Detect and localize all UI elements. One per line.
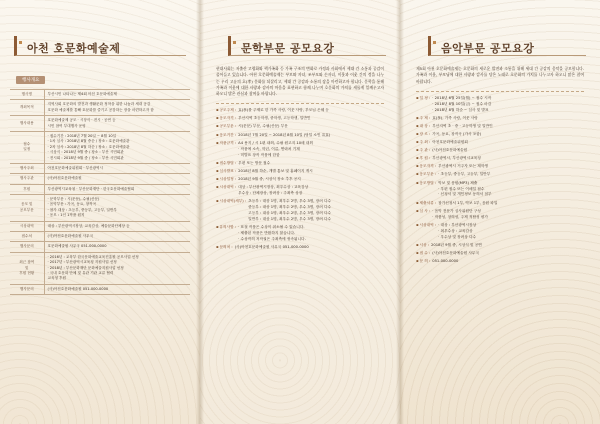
row-label: 행사주관 (10, 174, 44, 184)
item-value (238, 225, 384, 243)
item-label: 시상일정 : (219, 176, 237, 181)
item-value (432, 156, 584, 162)
item-label: 주 최 : (419, 140, 431, 145)
panel-overview (0, 0, 200, 424)
row-label: 행사문의 (10, 242, 44, 252)
list-item (416, 140, 584, 146)
item-value-line: · 제출된 작품은 반환하지 않습니다. (238, 230, 296, 235)
table-row (10, 184, 190, 194)
list-item (216, 177, 384, 183)
intro-paragraph: 현대사회는 저출산 고령화와 핵가족화 등 가족 구조의 변화로 가정과 사회에서 세대 간 소통과 공감이 줄어들고 있습니다. 아천 호문화예술제는 부모와 자녀, 조부모와 손자녀, 이웃과 이웃 간의 정을 나누는 우리 고유의 호(孝) 문화를 되살리고, 세대 간 공감과 소통의 장을 마련하고자 합니다. 문학을 통해 가족과 이웃에 대한 사랑과 감사의 마음을 표현하고 함께 나누며 호문화의 가치를 새롭게 일깨우고자 하오니 많은 관심과 참여를 바랍니다. (216, 66, 384, 96)
row-value-line: (사)아천호문화예술원 (47, 176, 82, 181)
bullet-icon: ▪ (216, 244, 219, 249)
item-value-line: 우편 또는 방문 접수 (238, 160, 271, 165)
item-value (438, 201, 584, 207)
item-value-line: (사)아천호문화예술원 사무국 051-000-0000 (234, 244, 309, 249)
table-row (10, 252, 190, 284)
item-value-line: · 2018년 8월 하순 ~ 심사 및 발표 (432, 107, 489, 112)
item-value (432, 259, 584, 265)
bullet-icon: ▪ (416, 172, 419, 177)
list-item (416, 223, 584, 241)
list-item (216, 124, 384, 130)
list-item (416, 124, 584, 130)
row-value (44, 184, 190, 194)
item-value-line: 참가신청서 1부, 악보 1부, 음원 파일 (438, 200, 498, 205)
item-value-line: 효(孝), 가족 사랑, 이웃 사랑 (432, 115, 478, 120)
table-row (10, 174, 190, 184)
item-label: 제출서류 : (419, 200, 437, 205)
bullet-icon: ▪ (416, 115, 419, 120)
row-value-line: 대상 : 부산광역시장상, 교육감상, 예술문화단체상 등 (47, 223, 130, 228)
fold-line (196, 0, 204, 424)
item-label: 시상 : (419, 242, 430, 247)
item-value-line: (사)아천호문화예술원 사무국 (432, 250, 480, 255)
item-value-line: · 최우수상 : 교육감상 (438, 228, 473, 233)
row-label: 시상내역 (10, 221, 44, 231)
bullet-icon: ▪ (416, 131, 419, 136)
section-tag: 행사개요 (16, 76, 45, 84)
bullet-icon: ▪ (216, 132, 219, 137)
list-item (216, 141, 384, 159)
item-value (438, 172, 584, 178)
row-label: 행사문의 (10, 284, 44, 294)
table-row (10, 221, 190, 231)
item-value (238, 169, 384, 175)
panel-title: 음악부문 공모요강 (428, 36, 586, 56)
table-row (10, 131, 190, 163)
item-label: 시상내역 : (219, 184, 237, 189)
item-value-line: · 수상작의 저작권은 주최측에 귀속됩니다. (238, 236, 306, 241)
item-value-line: 일반부 : 대상 1명, 최우수 2명, 우수 3명, 장려 다수 (248, 216, 332, 221)
item-label: 문 의 : (419, 258, 431, 263)
row-label: 접수 일정 (10, 131, 44, 163)
item-value-line: 2018년 7월 20일 ~ 2018년 8월 10일 (당일 소인 유효) (238, 132, 331, 137)
item-value-line: · 작품성, 창의성, 주제 적합성 평가 (432, 214, 488, 219)
item-value (238, 116, 384, 122)
item-label: 응모기간 : (219, 132, 237, 137)
item-value-line: 우수상 : 단체장상, 장려상 : 주최측 상장 (238, 190, 303, 195)
bullet-icon: ▪ (216, 199, 219, 203)
row-label: 행사내용 (10, 116, 44, 132)
row-value-line: 시민 참여 부대행사 운영 (47, 123, 86, 128)
row-value-line: · 음악부문 : 가곡, 동요, 창작곡 (47, 202, 97, 207)
row-value-line: · 1차 심사 : 2018년 8월 중순 / 장소 : 호문화예술관 (47, 139, 130, 144)
item-value (238, 185, 384, 197)
item-label: 유의사항 : (219, 224, 237, 229)
item-label: 응모방법 : (419, 180, 437, 185)
item-label: 문의처 : (219, 244, 233, 249)
table-row (10, 284, 190, 294)
item-value (432, 251, 584, 257)
bullet-icon: ▪ (416, 242, 419, 247)
bullet-icon: ▪ (216, 176, 219, 181)
table-row (10, 100, 190, 116)
row-value-line: · 국내 호문화 단체 및 유관 기관 교류 협력 (47, 270, 114, 275)
row-value (44, 242, 190, 252)
item-value-line: 아천호문화예술위원회 (432, 140, 468, 145)
guideline-list (410, 96, 590, 265)
item-value (438, 164, 584, 170)
divider (416, 91, 584, 92)
row-value-line: 부산시민 나타나는 제4회 아천 호문화예술제 (47, 92, 117, 96)
panel-literature (200, 0, 400, 424)
item-value (235, 245, 384, 251)
item-label: 심사발표 : (219, 168, 237, 173)
row-value-line: 호문화 예술제를 통해 호문화를 즐기고 공감하는 장을 마련하고자 함 (47, 107, 154, 112)
row-label: 후원 (10, 184, 44, 194)
list-item (216, 199, 384, 223)
item-value-line: · 미발표 창작 작품에 한함 (238, 152, 280, 157)
item-label: 주 제 : (419, 115, 431, 120)
table-row (10, 232, 190, 242)
list-item (416, 201, 584, 207)
item-value (238, 124, 384, 130)
row-value-line: 아천호문화예술위원회 · 부산광역시 (47, 165, 103, 170)
list-item (416, 116, 584, 122)
list-item (216, 108, 384, 114)
item-label: 공모부문 : (219, 124, 237, 129)
panel-title: 아천 호문화예술제 (14, 36, 186, 56)
list-item (216, 161, 384, 167)
item-value-line: 초등부 : 대상 1명, 최우수 2명, 우수 3명, 장려 다수 (248, 199, 332, 203)
panel-music (400, 0, 600, 424)
item-value (438, 223, 584, 241)
list-item (216, 225, 384, 243)
row-value (44, 100, 190, 116)
bullet-icon: ▪ (216, 168, 219, 173)
row-value-line: 호문화예술원 사무국 051-000-0000 (47, 244, 107, 249)
row-value (44, 116, 190, 132)
item-value-line: 2018년 9월 중, 시상식 및 공연 (431, 242, 482, 247)
item-value-line: · 작품에 소속, 학년, 이름, 연락처 기재 (238, 146, 300, 151)
list-item (416, 164, 584, 170)
item-value (438, 181, 584, 199)
item-label: 응모부문 : (419, 172, 437, 177)
list-item (416, 156, 584, 162)
bullet-icon: ▪ (416, 180, 419, 185)
table-row (10, 116, 190, 132)
row-label: 응모 및 공모부문 (10, 195, 44, 222)
item-value-line: · 우수상 및 장려상 다수 (438, 234, 477, 239)
item-label: 후 원 : (419, 156, 431, 161)
item-label: 대 상 : (419, 123, 431, 128)
item-value-line: 부산지역 초등학생, 중학생, 고등학생, 일반인 (238, 116, 311, 121)
list-item (216, 169, 384, 175)
item-label: 응모자격 : (419, 164, 437, 169)
bullet-icon: ▪ (416, 200, 419, 205)
row-value-line: · 응모 : 1인 1작품 원칙 (47, 213, 85, 218)
bullet-icon: ▪ (216, 184, 219, 189)
row-value-line: · 2016년 : 교육부 한국문화예술교육진흥원 공모사업 선정 (47, 254, 139, 259)
table-row (10, 242, 190, 252)
item-label: 시상내역 : (419, 222, 437, 227)
item-value-line: 가곡, 동요, 창작곡 (가사 포함) (432, 131, 482, 136)
row-value-line: · 2017년 : 부산광역시교육청 지원사업 선정 (47, 260, 117, 265)
item-value-line: 대상 : 부산광역시장상, 최우수상 : 교육감상 (238, 184, 309, 189)
bullet-icon: ▪ (416, 222, 419, 227)
row-value-line: · 전시회 : 2018년 9월 중 / 장소 : 부산 시민회관 (47, 155, 124, 160)
item-value (238, 133, 384, 139)
row-value-line: 부산광역시교육청 · 부산문화재단 · 한국호문화예술협회 (47, 186, 135, 191)
row-label: 최근 참여 및 후원 현황 (10, 252, 44, 284)
panel-title: 문학부문 공모요강 (228, 36, 386, 56)
item-value (238, 141, 384, 159)
row-value-line: (사)아천호문화예술원 사무국 (47, 234, 94, 239)
bullet-icon: ▪ (216, 224, 219, 229)
bullet-icon: ▪ (416, 258, 419, 263)
row-value-line: · 문학부문 : 시(운문), 수필(산문) (47, 197, 100, 202)
list-item (416, 259, 584, 265)
item-value-line: · 2018년 8월 10일(금) ~ 접수 마감 (432, 101, 492, 106)
row-value-line: · 2차 심사 : 2018년 8월 하순 / 장소 : 호문화예술관 (47, 144, 130, 149)
item-value-line: 부산광역시 거주자 또는 재학생 (438, 164, 488, 169)
item-value (431, 243, 584, 249)
item-value (238, 161, 384, 167)
item-label: 접 수 : (419, 250, 431, 255)
list-item (416, 243, 584, 249)
overview-table (10, 89, 190, 295)
item-value-line: · 2018년 6월 25일(월) ~ 접수 시작 (432, 95, 492, 100)
bullet-icon: ▪ (416, 250, 419, 255)
item-value-line: 고등부 : 대상 1명, 최우수 2명, 우수 3명, 장려 다수 (248, 210, 332, 215)
item-label: 심 사 : (419, 208, 431, 213)
row-value-line: 교육청 후원 (47, 276, 66, 281)
row-value-line: · 시상식 : 2018년 9월 중 / 장소 : 부산 시민회관 (47, 150, 124, 155)
item-value-line: · 대상 : 부산광역시장상 (438, 222, 477, 227)
bullet-icon: ▪ (216, 108, 219, 113)
row-value (44, 195, 190, 222)
table-row (10, 90, 190, 100)
item-value (432, 140, 584, 146)
item-value-line: · 우편 접수 또는 이메일 접수 (438, 186, 485, 191)
item-value (432, 132, 584, 138)
bullet-icon: ▪ (216, 116, 219, 121)
list-item (416, 96, 584, 114)
row-label: 행사주최 (10, 163, 44, 173)
bullet-icon: ▪ (416, 123, 419, 128)
item-value-line: 부산광역시, 부산광역시교육청 (432, 156, 481, 161)
bullet-icon: ▪ (416, 140, 419, 145)
item-value-line: 부산지역 초 · 중 · 고등학생 및 일반인 (432, 123, 493, 128)
row-value-line: · 접수기간 : 2018년 7월 20일 ~ 8월 10일 (47, 133, 117, 138)
intro-paragraph: 제5회 아천 호문화예술제는 호문화의 새로운 발전과 소통을 위해 세대 간 공감의 음악을 공모합니다. 가족과 이웃, 부모님에 대한 사랑과 감사를 담은 노래로 호문화의 가치를 나누고자 하오니 많은 참여 바랍니다. (416, 66, 584, 84)
item-label: 장 르 : (419, 131, 431, 136)
row-value (44, 174, 190, 184)
bullet-icon: ▪ (416, 208, 419, 213)
row-value-line: 지역사회 호문화의 발전과 생활문화 정착을 위한 나눔과 세대 공감 (47, 102, 151, 107)
divider (216, 103, 384, 104)
item-value-line: · 초등부, 중등부, 고등부, 일반부 (438, 172, 491, 177)
guideline-list (210, 108, 390, 251)
list-item (216, 116, 384, 122)
bullet-icon: ▪ (416, 95, 419, 100)
list-item (216, 245, 384, 251)
item-value (432, 96, 584, 114)
row-value (44, 252, 190, 284)
item-value-line: 중등부 : 대상 1명, 최우수 2명, 우수 3명, 장려 다수 (248, 204, 332, 209)
table-row (10, 163, 190, 173)
bullet-icon: ▪ (416, 148, 419, 153)
item-value-line: · 음악 전문가 심사위원단 구성 (432, 208, 481, 213)
item-value (248, 199, 384, 223)
list-item (216, 185, 384, 197)
list-item (416, 148, 584, 154)
row-label: 개최목적 (10, 100, 44, 116)
item-value (432, 148, 584, 154)
list-item (216, 133, 384, 139)
bullet-icon: ▪ (216, 124, 219, 129)
list-item (416, 132, 584, 138)
row-value (44, 90, 190, 100)
item-label: 일 정 : (419, 95, 431, 100)
list-item (416, 181, 584, 199)
item-value (432, 124, 584, 130)
list-item (416, 209, 584, 221)
item-label: 작품규격 : (219, 140, 237, 145)
row-label: 행사명 (10, 90, 44, 100)
item-value-line: 051-000-0000 (432, 258, 459, 263)
row-value (44, 131, 190, 163)
bullet-icon: ▪ (416, 156, 419, 161)
item-label: 접수방법 : (219, 160, 237, 165)
item-value-line: · 표절 작품은 수상이 취소될 수 있습니다. (238, 224, 305, 229)
item-value (432, 116, 584, 122)
bullet-icon: ▪ (216, 140, 219, 145)
item-value-line: 효(孝)를 주제로 한 가족 사랑, 이웃 사랑, 부모님 은혜 등 (238, 108, 329, 113)
row-value (44, 163, 190, 173)
item-value-line: 2018년 8월 하순, 개별 통보 및 홈페이지 게시 (238, 168, 313, 173)
item-label: 공모주제 : (219, 108, 237, 113)
row-value (44, 221, 190, 231)
item-value-line: (사)아천호문화예술원 (432, 148, 468, 153)
item-value (238, 177, 384, 183)
table-row (10, 195, 190, 222)
item-value-line: · 신청서 및 개인정보 동의서 첨부 (438, 192, 492, 197)
row-label: 접수처 (10, 232, 44, 242)
item-value (432, 209, 584, 221)
bullet-icon: ▪ (416, 164, 419, 169)
item-value-line: 2018년 9월 중, 시상식 장소 추후 공지 (238, 176, 301, 181)
list-item (416, 251, 584, 257)
fold-line (396, 0, 404, 424)
item-label: 시상내역(세부) : (219, 199, 247, 203)
row-value-line: 호문화예술제 공모 · 시상식 · 전시 · 공연 등 (47, 118, 116, 123)
row-value-line: · 참가 대상 : 초등부, 중등부, 고등부, 일반부 (47, 207, 117, 212)
row-value (44, 284, 190, 294)
row-value-line: · 2018년 : 부산문화재단 문화예술지원사업 선정 (47, 265, 124, 270)
list-item (416, 172, 584, 178)
item-value-line: A4 용지 / 시 1편 내외, 수필 원고지 10매 내외 (238, 140, 313, 145)
row-value-line: (사)아천호문화예술원 051-000-0000 (47, 286, 109, 291)
item-label: 주 관 : (419, 148, 431, 153)
item-label: 응모자격 : (219, 116, 237, 121)
item-value (238, 108, 384, 114)
item-value-line: 악보 및 음원(MP3) 제출 (438, 180, 478, 185)
bullet-icon: ▪ (216, 160, 219, 165)
item-value-line: 시(운문) 부문, 수필(산문) 부문 (238, 124, 288, 129)
row-value (44, 232, 190, 242)
